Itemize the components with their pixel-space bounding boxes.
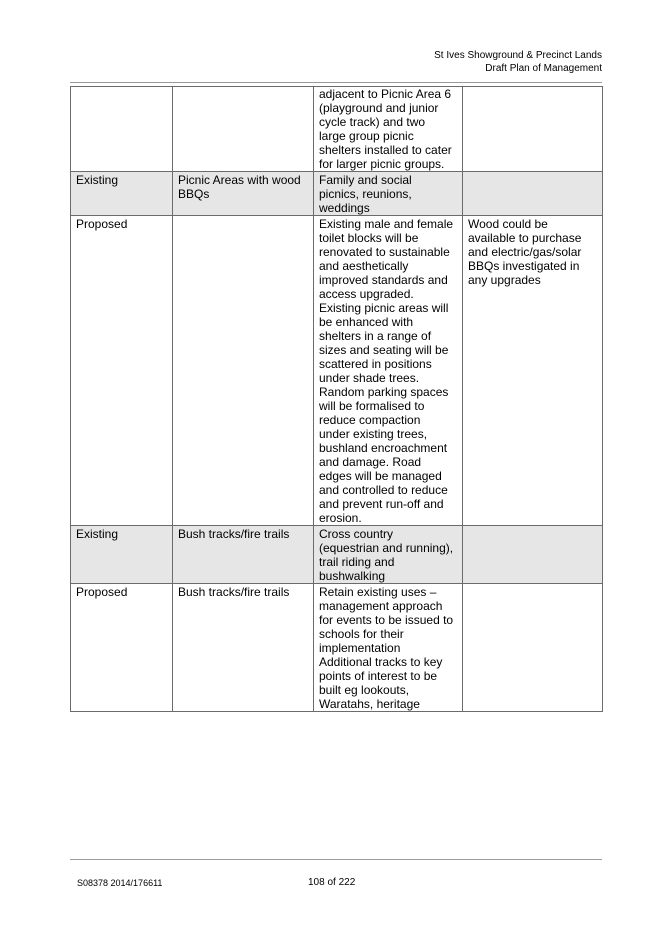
use-line: be enhanced with: [319, 315, 414, 329]
use-line: will be formalised to: [319, 399, 425, 413]
use-line: trail riding and: [319, 555, 395, 569]
notes-line: BBQs investigated in: [468, 259, 580, 273]
notes-line: available to purchase: [468, 231, 582, 245]
header-title: St Ives Showground & Precinct Lands: [434, 50, 602, 61]
table-row: [71, 172, 603, 216]
use-line: Family and social: [319, 173, 412, 187]
use-line: large group picnic: [319, 129, 414, 143]
status-cell: Proposed: [71, 584, 173, 712]
status-cell: Existing: [71, 526, 173, 584]
use-line: Cross country: [319, 527, 394, 541]
use-line: and controlled to reduce: [319, 483, 448, 497]
use-line: scattered in positions: [319, 357, 432, 371]
use-line: renovated to sustainable: [319, 245, 450, 259]
use-line: built eg lookouts,: [319, 683, 410, 697]
use-line: erosion.: [319, 511, 362, 525]
use-line: improved standards and: [319, 273, 448, 287]
facility-cell: [173, 216, 314, 526]
facilities-table: [70, 86, 603, 712]
document-reference: S08378 2014/176611: [77, 878, 163, 888]
page-number: 108 of 222: [308, 877, 356, 888]
use-line: under existing trees,: [319, 427, 428, 441]
facility-cell: Picnic Areas with wood BBQs: [173, 172, 314, 216]
use-line: points of interest to be: [319, 669, 438, 683]
facility-cell: Bush tracks/fire trails: [173, 584, 314, 712]
use-line: (playground and junior: [319, 101, 439, 115]
notes-line: and electric/gas/solar: [468, 245, 582, 259]
use-line: bushland encroachment: [319, 441, 448, 455]
use-cell: [314, 87, 463, 172]
use-line: under shade trees.: [319, 371, 420, 385]
use-line: Retain existing uses –: [319, 585, 437, 599]
notes-line: Wood could be: [468, 217, 548, 231]
use-line: bushwalking: [319, 569, 386, 583]
table-row: [71, 584, 603, 712]
table-body: [71, 87, 603, 712]
use-line: Waratahs, heritage: [319, 697, 420, 711]
table-row: [71, 216, 603, 526]
status-cell: [71, 87, 173, 172]
use-line: management approach: [319, 599, 443, 613]
use-cell: [314, 584, 463, 712]
use-line: cycle track) and two: [319, 115, 426, 129]
use-line: edges will be managed: [319, 469, 442, 483]
use-line: Additional tracks to key: [319, 655, 443, 669]
facility-cell: Bush tracks/fire trails: [173, 526, 314, 584]
table-row: [71, 526, 603, 584]
use-cell: [314, 526, 463, 584]
status-cell: Proposed: [71, 216, 173, 526]
use-line: picnics, reunions,: [319, 187, 412, 201]
use-line: for events to be issued to: [319, 613, 454, 627]
notes-cell: [463, 216, 603, 526]
use-line: Random parking spaces: [319, 385, 449, 399]
notes-line: any upgrades: [468, 273, 541, 287]
notes-cell: [463, 584, 603, 712]
notes-cell: [463, 87, 603, 172]
footer-rule: [70, 859, 602, 860]
use-line: sizes and seating will be: [319, 343, 449, 357]
use-line: shelters in a range of: [319, 329, 432, 343]
use-line: implementation: [319, 641, 401, 655]
use-line: (equestrian and running),: [319, 541, 454, 555]
page-header: [434, 49, 602, 75]
use-line: Existing male and female: [319, 217, 454, 231]
header-rule: [70, 82, 602, 83]
use-line: and prevent run-off and: [319, 497, 444, 511]
use-line: access upgraded.: [319, 287, 414, 301]
use-line: toilet blocks will be: [319, 231, 419, 245]
use-line: Existing picnic areas will: [319, 301, 449, 315]
facility-cell: [173, 87, 314, 172]
use-line: adjacent to Picnic Area 6: [319, 87, 452, 101]
notes-cell: [463, 526, 603, 584]
use-line: schools for their: [319, 627, 404, 641]
table-row: [71, 87, 603, 172]
use-line: weddings: [319, 201, 370, 215]
use-cell: [314, 216, 463, 526]
use-line: and aesthetically: [319, 259, 409, 273]
status-cell: Existing: [71, 172, 173, 216]
use-line: for larger picnic groups.: [319, 157, 445, 171]
header-subtitle: Draft Plan of Management: [485, 63, 602, 74]
use-line: and damage. Road: [319, 455, 422, 469]
use-line: shelters installed to cater: [319, 143, 452, 157]
use-line: reduce compaction: [319, 413, 421, 427]
use-cell: [314, 172, 463, 216]
notes-cell: [463, 172, 603, 216]
